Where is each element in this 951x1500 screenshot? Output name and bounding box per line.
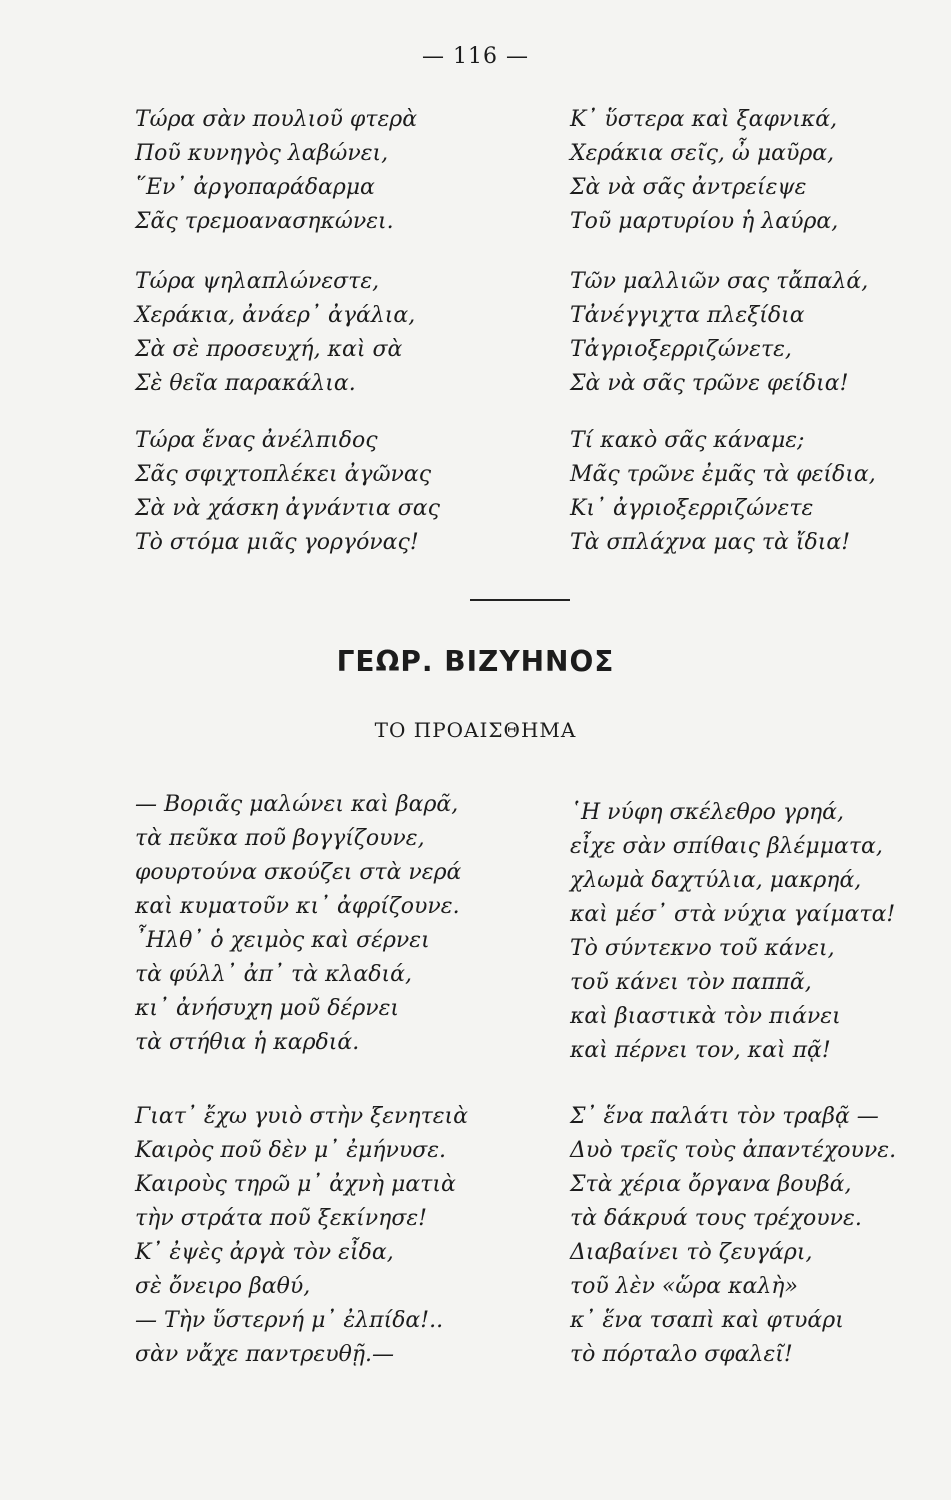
verse-line: Τί κακὸ σᾶς κάναμε; (570, 428, 805, 453)
bottom-right-stanza-2 (570, 1100, 896, 1372)
verse-line: Τὸ στόμα μιᾶς γοργόνας! (135, 530, 419, 555)
verse-line: Χεράκια σεῖς, ὦ μαῦρα, (570, 141, 835, 166)
verse-line: Στὰ χέρια ὄργανα βουβά, (570, 1172, 852, 1197)
verse-line: Διαβαίνει τὸ ζευγάρι, (570, 1240, 813, 1265)
verse-line: Τὸ σύντεκνο τοῦ κάνει, (570, 936, 835, 961)
verse-line: καὶ πέρνει τον, καὶ πᾷ! (570, 1038, 831, 1063)
verse-line: τὰ δάκρυά τους τρέχουνε. (570, 1206, 862, 1231)
verse-line: κ᾿ ἕνα τσαπὶ καὶ φτυάρι (570, 1308, 844, 1333)
page-number: — 116 — (422, 44, 529, 69)
verse-line: τὴν στράτα ποῦ ξεκίνησε! (135, 1206, 427, 1231)
verse-line: Σᾶς σφιχτοπλέκει ἀγῶνας (135, 462, 432, 487)
verse-line: καὶ μέσ᾿ στὰ νύχια γαίματα! (570, 902, 896, 927)
verse-line: Τώρα σὰν πουλιοῦ φτερὰ (135, 107, 418, 132)
bottom-right-stanza-1 (570, 796, 895, 1068)
verse-line: Κ᾿ ἐψὲς ἀργὰ τὸν εἶδα, (135, 1240, 394, 1265)
verse-line: Σὰ νὰ σᾶς ἀντρείεψε (570, 175, 807, 200)
verse-line: φουρτούνα σκούζει στὰ νερά (135, 860, 462, 885)
verse-line: Ποῦ κυνηγὸς λαβώνει, (135, 141, 389, 166)
verse-line: κι᾿ ἀνήσυχη μοῦ δέρνει (135, 996, 400, 1021)
verse-line: — Τὴν ὕστερνή μ᾿ ἐλπίδα!.. (135, 1308, 444, 1333)
verse-line: Τὰ σπλάχνα μας τὰ ἴδια! (570, 530, 851, 555)
verse-line: Σᾶς τρεμοανασηκώνει. (135, 209, 394, 234)
verse-line: Τώρα ἕνας ἀνέλπιδος (135, 428, 378, 453)
verse-line: Σὲ θεῖα παρακάλια. (135, 371, 356, 396)
top-right-stanza-1 (570, 103, 838, 239)
verse-line: τὸ πόρταλο σφαλεῖ! (570, 1342, 793, 1367)
verse-line: χλωμὰ δαχτύλια, μακρηά, (570, 868, 862, 893)
verse-line: τὰ στήθια ἡ καρδιά. (135, 1030, 360, 1055)
verse-line: — Βοριᾶς μαλώνει καὶ βαρᾶ, (135, 792, 459, 817)
verse-line: Μᾶς τρῶνε ἐμᾶς τὰ φείδια, (570, 462, 876, 487)
verse-line: Καιροὺς τηρῶ μ᾿ ἀχνὴ ματιὰ (135, 1172, 456, 1197)
top-left-stanza-2 (135, 265, 415, 401)
author-heading: ΓΕΩΡ. ΒΙΖΥΗΝΟΣ (336, 645, 615, 678)
verse-line: Τώρα ψηλαπλώνεστε, (135, 269, 380, 294)
verse-line: τὰ πεῦκα ποῦ βογγίζουνε, (135, 826, 425, 851)
verse-line: Καιρὸς ποῦ δὲν μ᾿ ἐμήνυσε. (135, 1138, 447, 1163)
verse-line: τὰ φύλλ᾿ ἀπ᾿ τὰ κλαδιά, (135, 962, 412, 987)
verse-line: Σὰ σὲ προσευχή, καὶ σὰ (135, 337, 403, 362)
bottom-left-stanza-2 (135, 1100, 468, 1372)
verse-line: Δυὸ τρεῖς τοὺς ἀπαντέχουνε. (570, 1138, 897, 1163)
verse-line: Σὰ νὰ σᾶς τρῶνε φείδια! (570, 371, 849, 396)
verse-line: Τοῦ μαρτυρίου ἡ λαύρα, (570, 209, 839, 234)
verse-line: εἶχε σὰν σπίθαις βλέμματα, (570, 834, 883, 859)
top-right-stanza-2 (570, 265, 868, 401)
verse-line: ῏Ηλθ᾿ ὁ χειμὸς καὶ σέρνει (135, 928, 430, 953)
top-left-stanza-3 (135, 424, 440, 560)
verse-line: τοῦ λὲν «ὥρα καλὴ» (570, 1274, 798, 1299)
verse-line: καὶ κυματοῦν κι᾿ ἀφρίζουνε. (135, 894, 460, 919)
verse-line: Τῶν μαλλιῶν σας τἄπαλά, (570, 269, 869, 294)
verse-line: σὲ ὄνειρο βαθύ, (135, 1274, 311, 1299)
poem-title: ΤΟ ΠΡΟΑΙΣΘΗΜΑ (374, 718, 577, 742)
bottom-left-stanza-1 (135, 788, 461, 1060)
verse-line: ῞Εν᾿ ἀργοπαράδαρμα (135, 175, 375, 200)
verse-line: Τἀγριοξερριζώνετε, (570, 337, 792, 362)
verse-line: σὰν νἄχε παντρευθῇ.— (135, 1342, 394, 1367)
verse-line: Τἀνέγγιχτα πλεξίδια (570, 303, 805, 328)
top-right-stanza-3 (570, 424, 876, 560)
verse-line: ῾Η νύφη σκέλεθρο γρηά, (570, 800, 845, 825)
verse-line: Σὰ νὰ χάσκη ἀγνάντια σας (135, 496, 440, 521)
verse-line: καὶ βιαστικὰ τὸν πιάνει (570, 1004, 841, 1029)
verse-line: Κι᾿ ἀγριοξερριζώνετε (570, 496, 814, 521)
verse-line: Γιατ᾿ ἔχω γυιὸ στὴν ξενητειὰ (135, 1104, 469, 1129)
verse-line: τοῦ κάνει τὸν παππᾶ, (570, 970, 812, 995)
section-divider (470, 599, 570, 601)
verse-line: Χεράκια, ἀνάερ᾿ ἀγάλια, (135, 303, 416, 328)
verse-line: Κ᾿ ὕστερα καὶ ξαφνικά, (570, 107, 838, 132)
verse-line: Σ᾿ ἕνα παλάτι τὸν τραβᾷ — (570, 1104, 879, 1129)
top-left-stanza-1 (135, 103, 417, 239)
